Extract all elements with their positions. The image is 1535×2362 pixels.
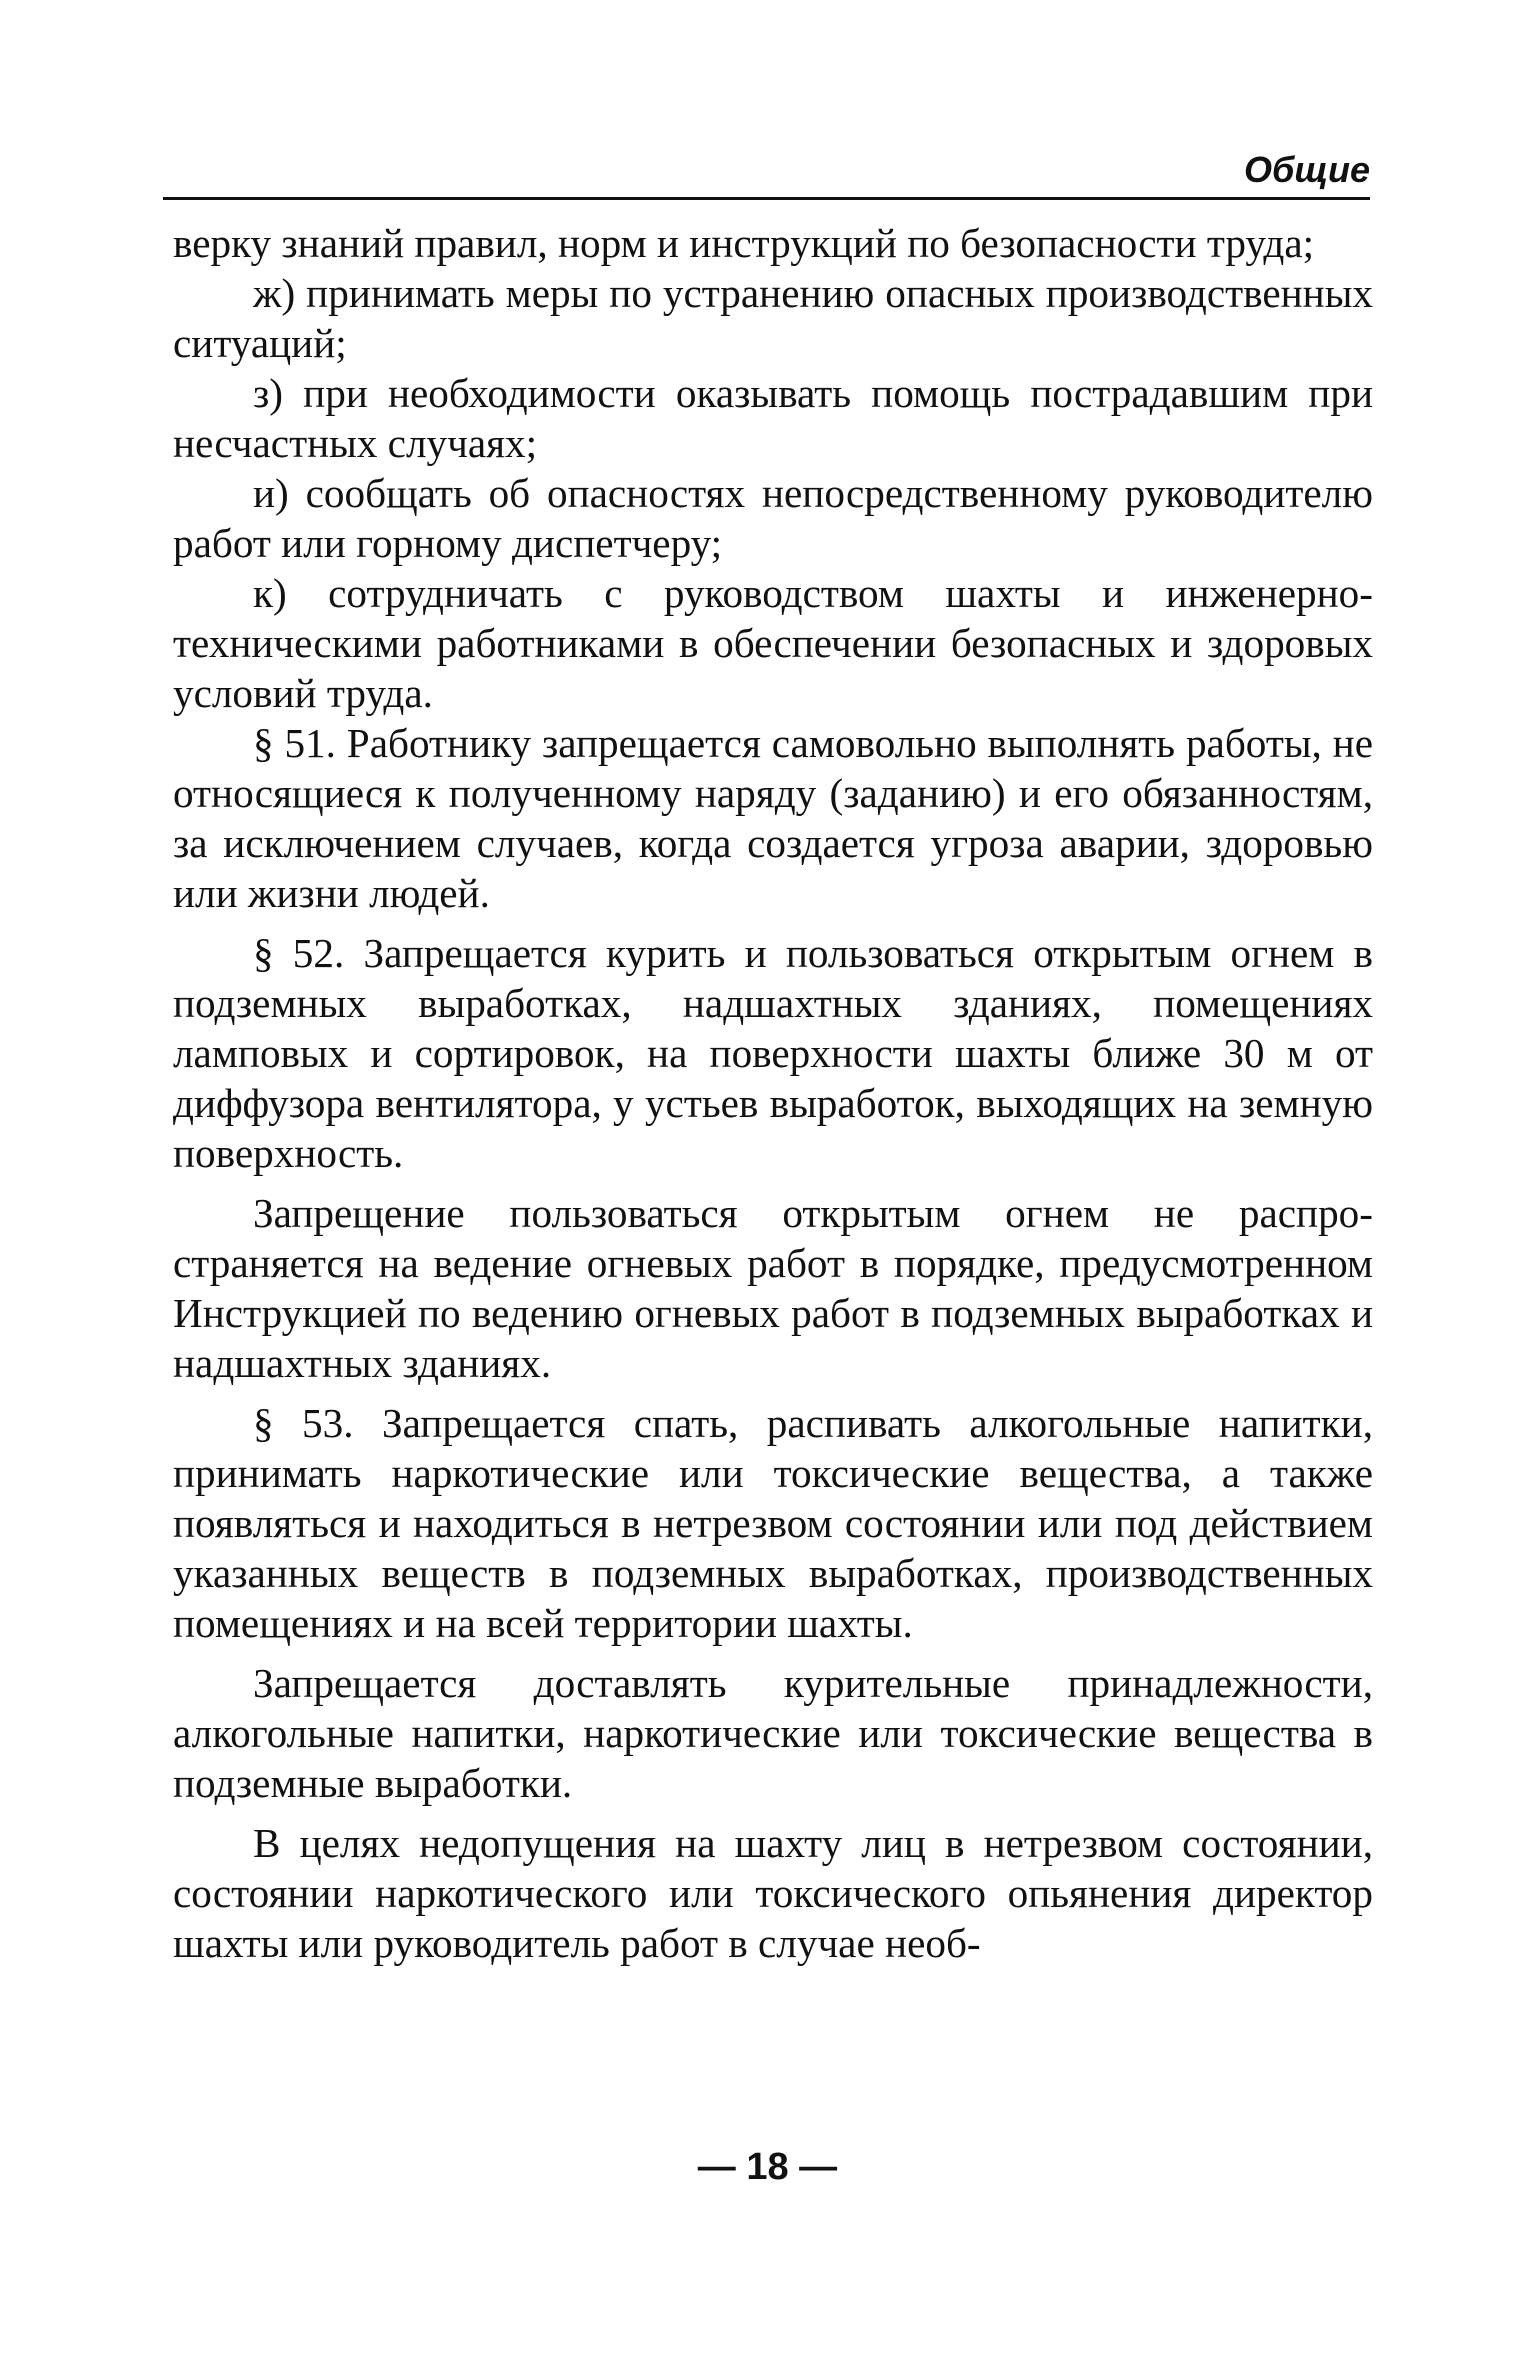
running-head: Общие: [1244, 149, 1370, 190]
section-52: § 52. Запрещается курить и пользоваться открытым огнем в подземных выработках, надшахтных зданиях, помещениях ламповых и сортировок, на поверхности шахты ближе 30 м от диффузора вентилятора, у устьев выработок, выходящих на земную поверхность.: [173, 930, 1373, 1176]
paragraph-fire-works: Запрещение пользоваться открытым огнем не распространяется на ведение огневых работ в порядке, предусмотренном Инструкцией по ведению огневых работ в подземных выработках и надшахтных зданиях.: [173, 1190, 1373, 1386]
section-51: § 51. Работнику запрещается самовольно выполнять работы, не относящиеся к полученному наряду (заданию) и его обязанностям, за исключением случаев, когда создается угроза аварии, здоровью или жизни людей.: [173, 720, 1373, 916]
page-number: — 18 —: [697, 2146, 838, 2188]
list-item-zh: ж) принимать меры по устранению опасных производственных ситуаций;: [173, 270, 1373, 366]
paragraph-intoxication-check: В целях недопущения на шахту лиц в нетрезвом состоянии, состоянии наркотического или токсического опьянения директор шахты или руководитель работ в случае необ-: [173, 1820, 1373, 1966]
body-text: [173, 218, 1373, 1968]
list-item-k: к) сотрудничать с руководством шахты и инженерно-техническими работниками в обеспечении безопасных и здоровых условий труда.: [173, 570, 1373, 716]
paragraph-continuation: верку знаний правил, норм и инструкций по безопасности труда;: [173, 220, 1315, 266]
header-rule: [163, 197, 1370, 200]
list-item-z: з) при необходимости оказывать помощь пострадавшим при несчастных случаях;: [173, 370, 1373, 466]
list-item-i: и) сообщать об опасностях непосредственному руководителю работ или горному диспетчеру;: [173, 470, 1373, 566]
paragraph-delivery-ban: Запрещается доставлять курительные принадлежности, алкогольные напитки, наркотические или токсические вещества в подземные выработки.: [173, 1660, 1373, 1806]
section-53: § 53. Запрещается спать, распивать алкогольные напитки, принимать наркотические или токсические вещества, а также появляться и находиться в нетрезвом состоянии или под действием указанных веществ в подземных выработках, производственных помещениях и на всей территории шахты.: [173, 1400, 1373, 1646]
